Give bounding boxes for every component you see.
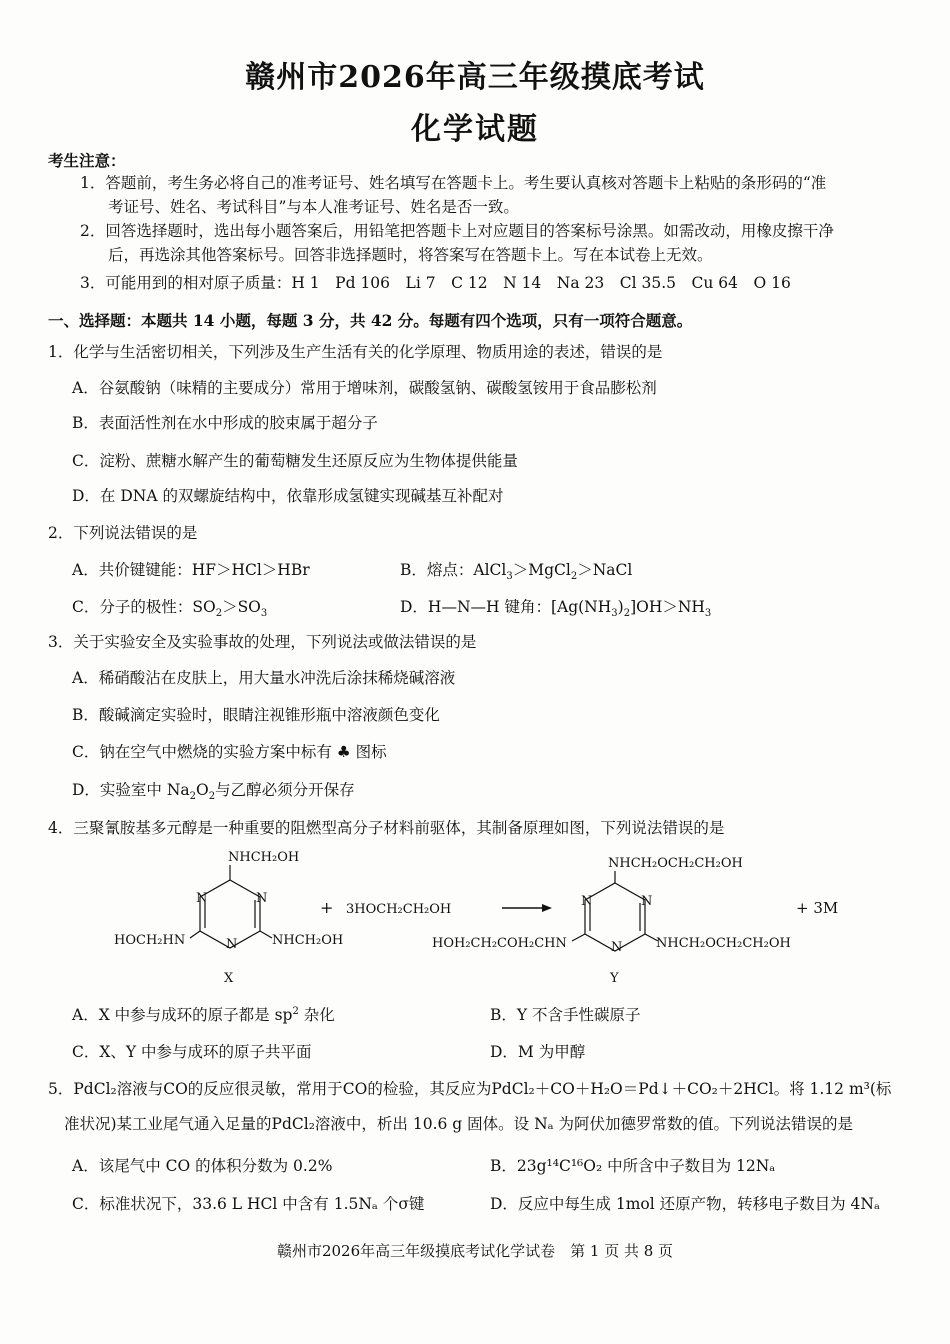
ring-n-x2: N [256,891,268,906]
q5-option-c: C．标准状况下，33.6 L HCl 中含有 1.5Nₐ 个σ键 [72,1195,425,1213]
q3-option-a: A．稀硝酸沾在皮肤上，用大量水冲洗后涂抹稀烧碱溶液 [72,669,456,687]
x-right-group: NHCH₂OH [272,933,344,948]
q1-option-a: A．谷氨酸钠（味精的主要成分）常用于增味剂，碳酸氢钠、碳酸氢铵用于食品膨松剂 [72,379,657,397]
q2-option-b: B．熔点：AlCl$_3$＞MgCl$_2$＞NaCl [400,561,633,583]
x-top-group: NHCH₂OH [228,850,300,865]
y-label: Y [610,971,619,986]
q2-option-c: C．分子的极性：$SO_2>SO_3$ [72,598,268,620]
byproduct-label: + 3M [796,899,839,917]
q4-option-c: C．X、Y 中参与成环的原子共平面 [72,1043,312,1061]
reagent-label: 3HOCH₂CH₂OH [346,902,452,917]
q1-stem: 1．化学与生活密切相关，下列涉及生产生活有关的化学原理、物质用途的表述，错误的是 [48,343,663,361]
q4-option-d: D．M 为甲醇 [490,1043,586,1061]
notice-heading: 考生注意： [48,151,126,170]
x-label: X [224,971,234,986]
q5-option-a: A．该尾气中 CO 的体积分数为 0.2% [72,1157,333,1175]
q2-option-a: A．共价键键能：HF＞HCl＞HBr [72,561,310,579]
y-right-group: NHCH₂OCH₂CH₂OH [656,936,791,951]
q4-option-b: B．Y 不含手性碳原子 [490,1006,641,1024]
notice-item-2a: 2．回答选择题时，选出每小题答案后，用铅笔把答题卡上对应题目的答案标号涂黑。如需改动，用橡皮擦干净 [80,222,834,240]
notice-item-3: 3．可能用到的相对原子质量：H 1 Pd 106 Li 7 C 12 N 14 Na 23 Cl 35.5 Cu 64 O 16 [80,274,791,292]
plus-sign: + [320,898,334,917]
q5-stem-2: 准状况)某工业尾气通入足量的PdCl₂溶液中，析出 10.6 g 固体。设 Nₐ 为阿伏加德罗常数的值。下列说法错误的是 [64,1115,854,1133]
q5-option-d: D．反应中每生成 1mol 还原产物，转移电子数目为 4Nₐ [490,1195,880,1213]
ring-n-y3: N [611,940,623,955]
q1-option-d: D．在 DNA 的双螺旋结构中，依靠形成氢键实现碱基互补配对 [72,487,504,505]
ring-n-y1: N [581,894,593,909]
exam-title: 赣州市2026年高三年级摸底考试 [245,60,705,95]
triazine-ring-x [190,865,272,948]
y-top-group: NHCH₂OCH₂CH₂OH [608,856,743,871]
q5-option-b: B．23g¹⁴C¹⁶O₂ 中所含中子数目为 12Nₐ [490,1157,776,1175]
notice-item-2b: 后，再选涂其他答案标号。回答非选择题时，将答案写在答题卡上。写在本试卷上无效。 [108,246,713,264]
ring-n-x1: N [196,891,208,906]
q1-option-c: C．淀粉、蔗糖水解产生的葡萄糖发生还原反应为生物体提供能量 [72,452,518,470]
y-left-group: HOH₂CH₂COH₂CHN [432,936,567,951]
x-left-group: HOCH₂HN [114,933,186,948]
q1-option-b: B．表面活性剂在水中形成的胶束属于超分子 [72,414,378,432]
q2-stem: 2．下列说法错误的是 [48,524,198,542]
q2-option-d: D．H—N—H 键角：$[Ag(NH_3)_2]OH>NH_3$ [400,598,712,620]
q4-option-a: A．X 中参与成环的原子都是 $sp^2$ 杂化 [72,1005,335,1024]
q3-option-b: B．酸碱滴定实验时，眼睛注视锥形瓶中溶液颜色变化 [72,706,440,724]
q3-stem: 3．关于实验安全及实验事故的处理，下列说法或做法错误的是 [48,633,477,651]
ring-n-x3: N [226,937,238,952]
exam-subtitle: 化学试题 [411,112,539,147]
q3-option-c: C．钠在空气中燃烧的实验方案中标有 ♣ 图标 [72,743,387,761]
notice-item-1b: 考证号、姓名、考试科目”与本人准考证号、姓名是否一致。 [108,198,519,216]
triazine-ring-y [572,871,658,951]
q4-stem: 4．三聚氰胺基多元醇是一种重要的阻燃型高分子材料前驱体，其制备原理如图，下列说法错误的是 [48,819,725,837]
section-heading: 一、选择题：本题共 14 小题，每题 3 分，共 42 分。每题有四个选项，只有一项符合题意。 [48,311,693,330]
reaction-scheme [110,845,890,995]
q5-stem-1: 5．PdCl₂溶液与CO的反应很灵敏，常用于CO的检验，其反应为PdCl₂＋CO＋H₂O＝Pd↓＋CO₂＋2HCl。将 1.12 m³(标 [48,1080,892,1098]
ring-n-y2: N [641,894,653,909]
page-footer: 赣州市2026年高三年级摸底考试化学试卷 第 1 页 共 8 页 [276,1242,674,1260]
notice-item-1a: 1．答题前，考生务必将自己的准考证号、姓名填写在答题卡上。考生要认真核对答题卡上粘贴的条形码的“准 [80,174,827,192]
reaction-arrow [502,904,552,912]
q3-option-d: D．实验室中 $Na_2O_2$与乙醇必须分开保存 [72,781,355,803]
